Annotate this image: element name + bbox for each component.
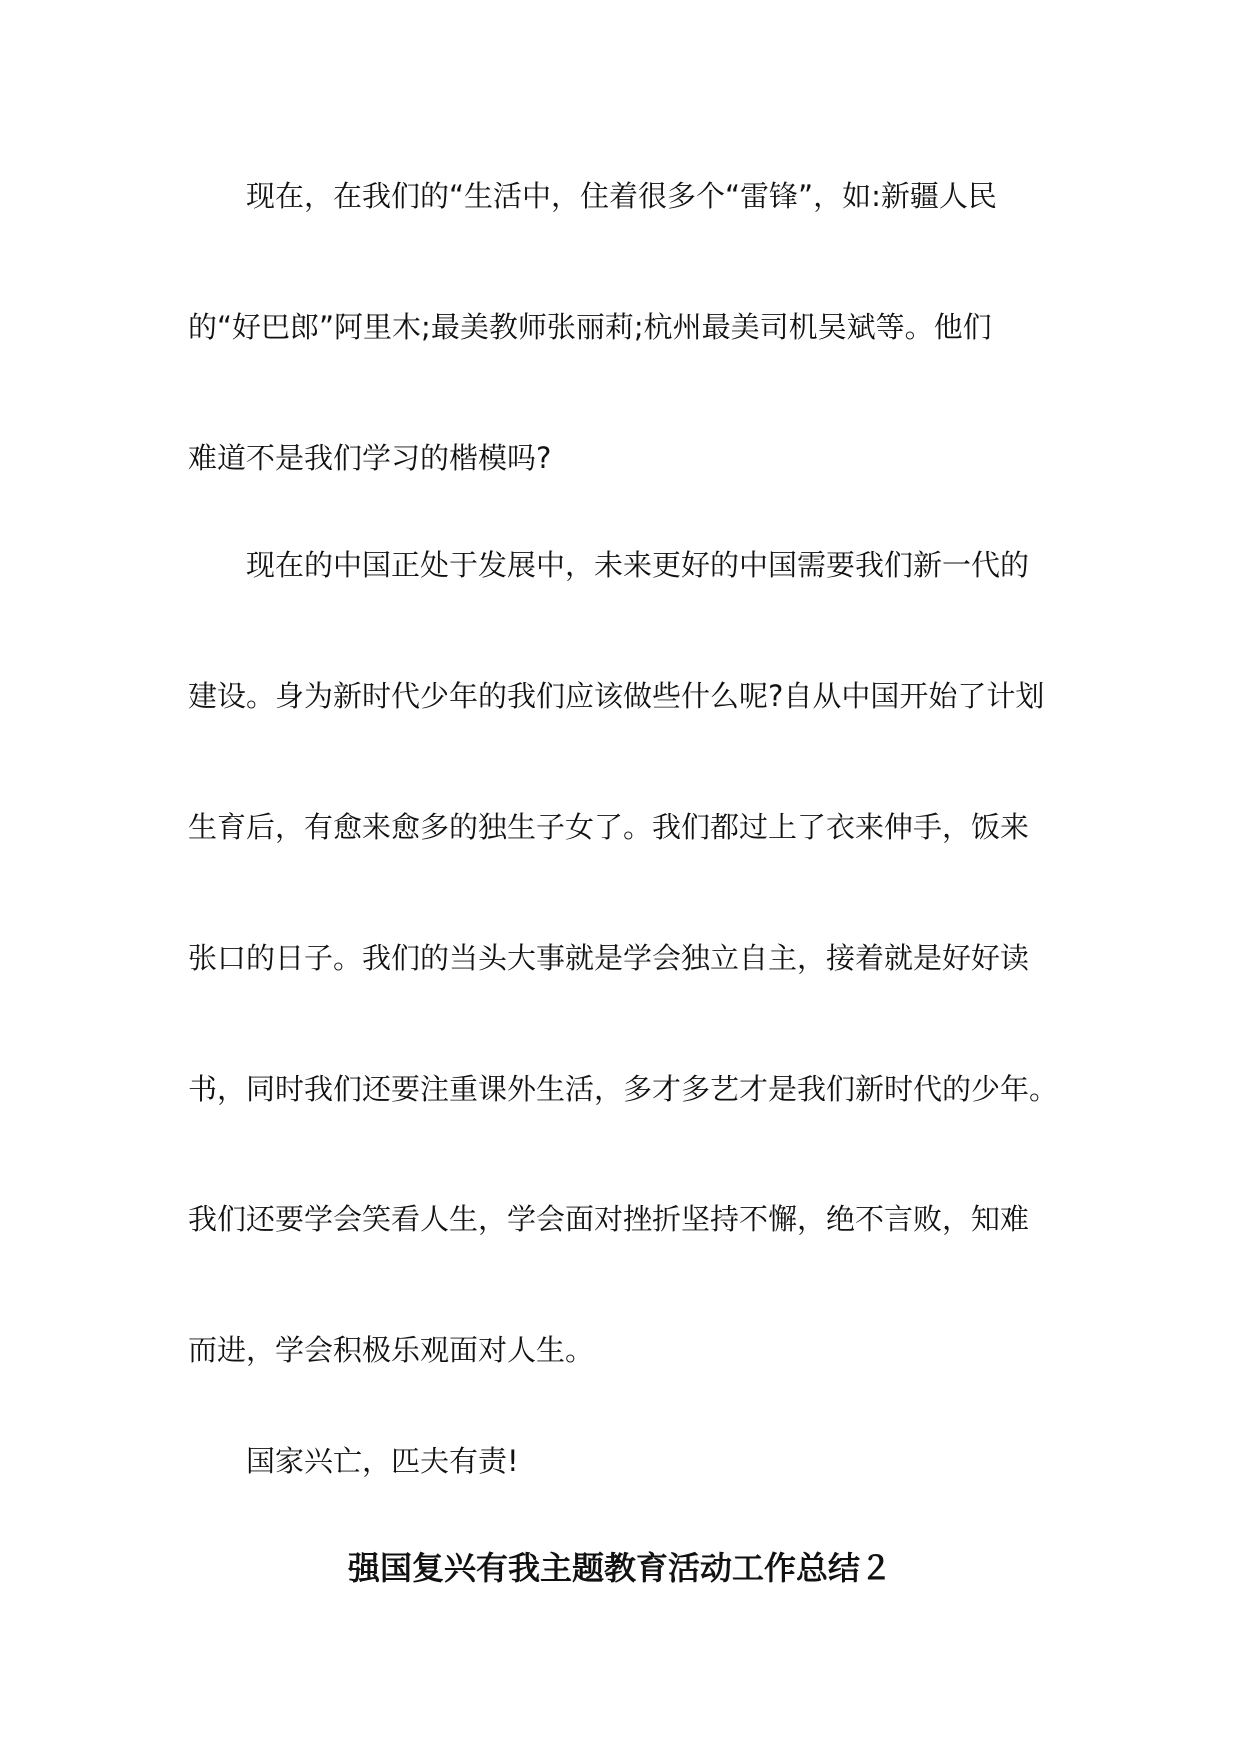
paragraph-line: 的“好巴郎”阿里木;最美教师张丽莉;杭州最美司机吴斌等。他们 <box>188 310 992 344</box>
paragraph-line: 现在的中国正处于发展中，未来更好的中国需要我们新一代的 <box>246 548 1030 582</box>
paragraph-line: 而进，学会积极乐观面对人生。 <box>188 1333 595 1367</box>
paragraph-line: 国家兴亡，匹夫有责! <box>246 1444 519 1478</box>
paragraph-line: 书，同时我们还要注重课外生活，多才多艺才是我们新时代的少年。 <box>188 1072 1059 1106</box>
section-heading: 强国复兴有我主题教育活动工作总结２ <box>347 1549 892 1587</box>
paragraph-line: 生育后，有愈来愈多的独生子女了。我们都过上了衣来伸手，饭来 <box>188 810 1030 844</box>
paragraph-line: 难道不是我们学习的楷模吗? <box>188 441 552 475</box>
paragraph-line: 张口的日子。我们的当头大事就是学会独立自主，接着就是好好读 <box>188 941 1030 975</box>
paragraph-line: 现在，在我们的“生活中，住着很多个“雷锋”，如:新疆人民 <box>246 179 997 213</box>
paragraph-line: 建设。身为新时代少年的我们应该做些什么呢?自从中国开始了计划 <box>188 679 1045 713</box>
paragraph-line: 我们还要学会笑看人生，学会面对挫折坚持不懈，绝不言败，知难 <box>188 1202 1030 1236</box>
